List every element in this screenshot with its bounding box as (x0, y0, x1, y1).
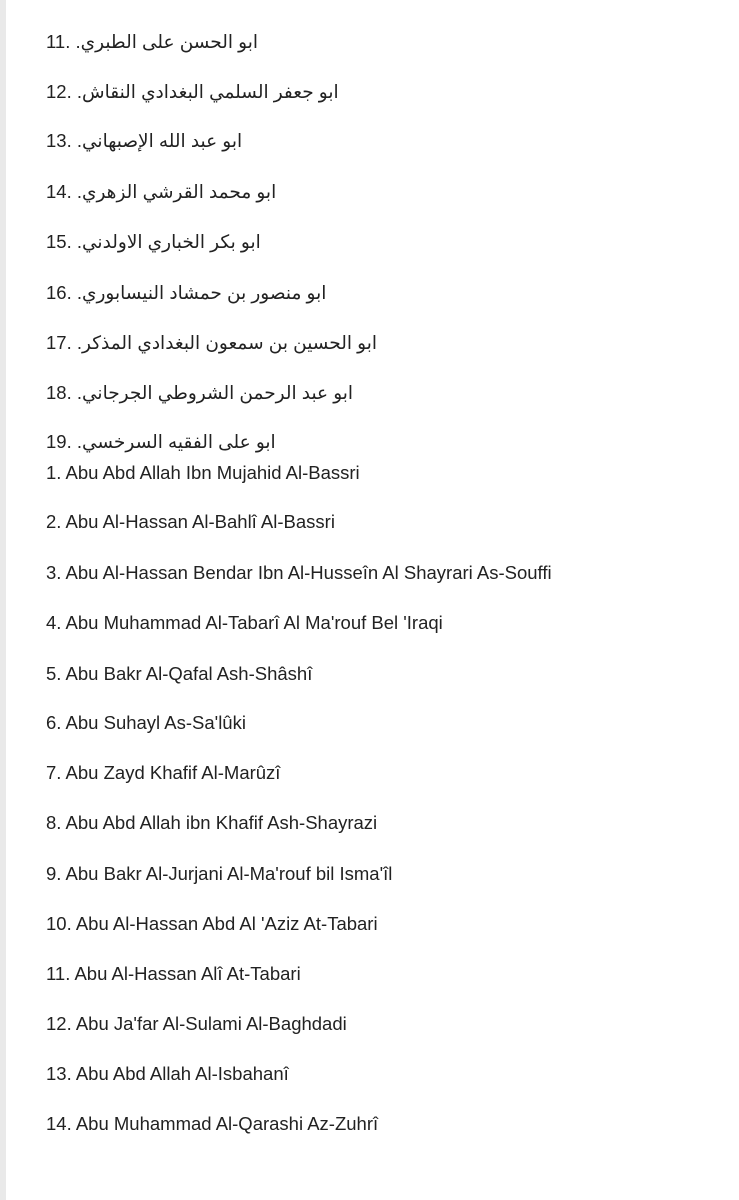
arabic-item-text: ابو الحسن على الطبري. (75, 31, 259, 52)
page-edge-rule (0, 0, 6, 1200)
arabic-list-item (46, 331, 377, 355)
arabic-item-number: 15. (46, 231, 72, 252)
latin-list-item: 2. Abu Al-Hassan Al-Bahlî Al-Bassri (46, 511, 335, 532)
arabic-list-item (46, 381, 353, 405)
arabic-list-item (46, 80, 339, 104)
latin-list-item: 14. Abu Muhammad Al-Qarashi Az-Zuhrî (46, 1113, 379, 1134)
arabic-list-item (46, 281, 326, 305)
arabic-item-text: ابو عبد الرحمن الشروطي الجرجاني. (76, 382, 354, 403)
arabic-item-text: ابو منصور بن حمشاد النيسابوري. (76, 282, 327, 303)
arabic-item-text: ابو بكر الخباري الاولدني. (76, 231, 261, 252)
arabic-list-item (46, 180, 276, 204)
arabic-item-number: 12. (46, 81, 72, 102)
latin-list-item: 4. Abu Muhammad Al-Tabarî Al Ma'rouf Bel 'Iraqi (46, 612, 443, 633)
arabic-item-number: 19. (46, 431, 72, 452)
latin-list-item: 13. Abu Abd Allah Al-Isbahanî (46, 1063, 289, 1084)
arabic-item-text: ابو عبد الله الإصبهاني. (76, 130, 243, 151)
arabic-item-text: ابو جعفر السلمي البغدادي النقاش. (76, 81, 339, 102)
arabic-item-number: 11. (46, 31, 71, 52)
latin-list-item: 5. Abu Bakr Al-Qafal Ash-Shâshî (46, 663, 313, 684)
latin-list-item: 8. Abu Abd Allah ibn Khafif Ash-Shayrazi (46, 812, 378, 833)
latin-list-item: 6. Abu Suhayl As-Sa'lûki (46, 712, 246, 733)
latin-list-item: 11. Abu Al-Hassan Alî At-Tabari (46, 963, 301, 984)
latin-list-item: 3. Abu Al-Hassan Bendar Ibn Al-Husseîn Al Shayrari As-Souffi (46, 562, 552, 583)
arabic-list-item (46, 430, 276, 454)
arabic-list-item (46, 129, 242, 153)
arabic-item-text: ابو محمد القرشي الزهري. (76, 181, 277, 202)
arabic-item-text: ابو الحسين بن سمعون البغدادي المذكر. (76, 332, 377, 353)
arabic-item-number: 17. (46, 332, 72, 353)
latin-list-item: 12. Abu Ja'far Al-Sulami Al-Baghdadi (46, 1013, 347, 1034)
arabic-item-number: 13. (46, 130, 72, 151)
arabic-item-number: 14. (46, 181, 72, 202)
latin-list-item: 9. Abu Bakr Al-Jurjani Al-Ma'rouf bil Isma'îl (46, 863, 393, 884)
latin-list-item: 10. Abu Al-Hassan Abd Al 'Aziz At-Tabari (46, 913, 378, 934)
arabic-item-number: 16. (46, 282, 72, 303)
latin-list-item: 7. Abu Zayd Khafif Al-Marûzî (46, 762, 281, 783)
arabic-item-number: 18. (46, 382, 72, 403)
arabic-list-item (46, 230, 261, 254)
latin-list-item: 1. Abu Abd Allah Ibn Mujahid Al-Bassri (46, 462, 360, 483)
arabic-list-item (46, 30, 258, 54)
arabic-item-text: ابو على الفقيه السرخسي. (76, 431, 276, 452)
